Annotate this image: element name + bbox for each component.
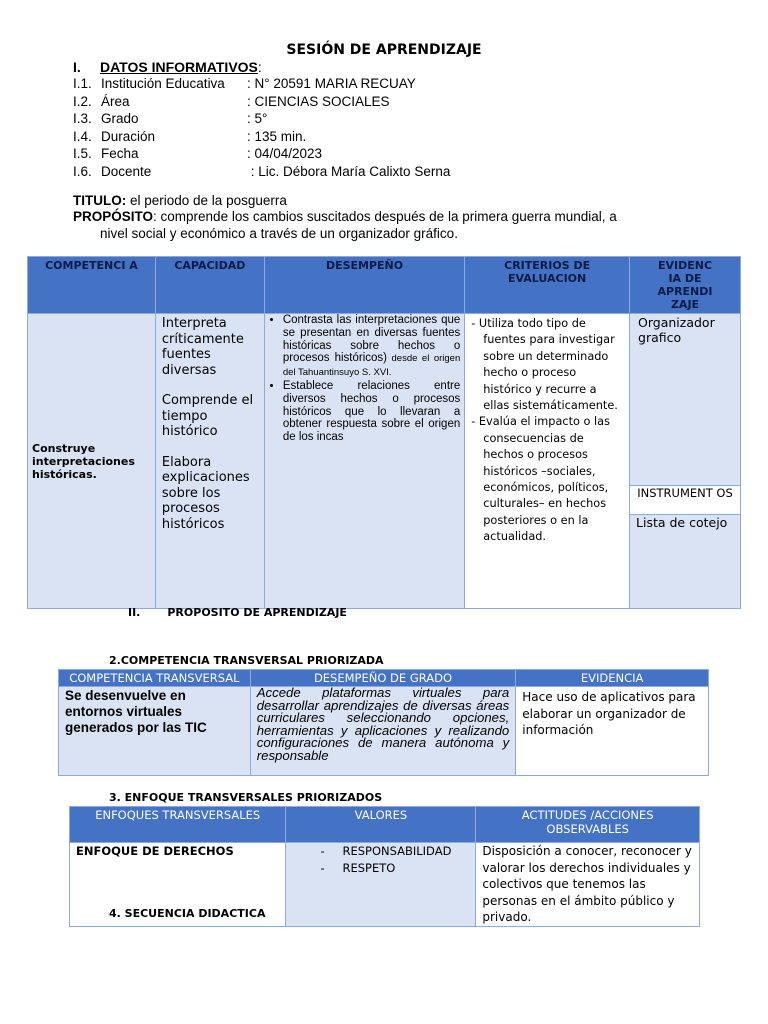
info-num: I.1. [73, 76, 92, 91]
header-actitudes: ACTITUDES /ACCIONES OBSERVABLES [476, 807, 700, 843]
criterio-item: - Evalúa el impacto o las consecuencias de hechos o procesos históricos –sociales, económicos, políticos, culturales– en hechos posteriores o en la actualidad. [483, 414, 625, 545]
page-title: SESIÓN DE APRENDIZAJE [286, 42, 482, 58]
section-1-number: I. [73, 59, 81, 75]
transversal-heading: 2.COMPETENCIA TRANSVERSAL PRIORIZADA [109, 654, 384, 667]
info-key: Área [101, 94, 130, 109]
desempeno-cell [264, 314, 464, 609]
header-competencia-transversal: COMPETENCIA TRANSVERSAL [59, 670, 251, 687]
desempeno-item [283, 314, 460, 380]
capacidad-item: Comprende el tiempo histórico [161, 393, 254, 439]
instrumento-value: Lista de cotejo [636, 515, 728, 530]
instrumentos-label: INSTRUMENT OS [630, 485, 740, 515]
desempeno-text: Contrasta las interpretaciones que se presentan en diversas fuentes históricas sobre hechos o procesos históricos) [282, 314, 461, 365]
proposito-text: : comprende los cambios suscitados después de la primera guerra mundial, a [153, 209, 617, 224]
info-key: Fecha [101, 146, 139, 161]
proposito-line-2: nivel social y económico a través de un organizador gráfico. [100, 226, 458, 241]
table-header-row [28, 257, 741, 314]
proposito-line [73, 209, 617, 224]
info-row [73, 94, 390, 109]
section-2-heading [128, 606, 347, 619]
info-key: Docente [101, 164, 152, 179]
section-1-label: DATOS INFORMATIVOS [100, 59, 258, 75]
info-value: : 5° [247, 111, 268, 126]
info-key: Duración [101, 129, 156, 144]
section-2-number: II. [128, 606, 141, 619]
capacidad-item: Elabora explicaciones sobre los procesos históricos [161, 454, 250, 532]
info-num: I.4. [73, 129, 92, 144]
info-num: I.5. [73, 146, 92, 161]
evidencia-cell: Hace uso de aplicativos para elaborar un organizador de información [516, 687, 709, 776]
titulo-label: TITULO: [73, 193, 127, 208]
info-key: Institución Educativa [101, 76, 225, 91]
secuencia-heading: 4. SECUENCIA DIDACTICA [109, 907, 266, 920]
desempeno-item [283, 380, 460, 444]
section-1-suffix: : [257, 59, 262, 75]
enfoque-cell: ENFOQUE DE DERECHOS [70, 843, 286, 927]
info-num: I.3. [73, 111, 92, 126]
capacidad-cell [155, 314, 264, 609]
info-row [73, 111, 267, 126]
section-2-label: PROPOSITO DE APRENDIZAJE [167, 606, 347, 619]
desempeno-text: Establece relaciones entre diversos hechos o procesos históricos que lo llevaran a obtener respuesta sobre el origen de los incas [282, 379, 461, 444]
header-enfoques: ENFOQUES TRANSVERSALES [70, 807, 286, 843]
header-evidencia: EVIDENCIA [516, 670, 709, 687]
table-header-row [59, 670, 709, 687]
info-value: : 04/04/2023 [247, 146, 323, 161]
enfoques-heading: 3. ENFOQUE TRANSVERSALES PRIORIZADOS [109, 791, 383, 804]
info-key: Grado [101, 111, 139, 126]
table-row [59, 687, 709, 776]
header-desempeno: DESEMPEÑO [264, 257, 464, 314]
info-row [73, 76, 416, 91]
header-evidencia: EVIDENC IA DE APRENDI ZAJE [630, 257, 741, 314]
info-row [73, 146, 322, 161]
info-value: : CIENCIAS SOCIALES [247, 94, 390, 109]
header-valores: VALORES [286, 807, 476, 843]
header-desempeno-grado: DESEMPEÑO DE GRADO [250, 670, 516, 687]
criterio-item: - Utiliza todo tipo de fuentes para investigar sobre un determinado hecho o proceso histórico y recurre a ellas sistemáticamente. [483, 316, 625, 414]
info-num: I.6. [73, 164, 92, 179]
competencias-table [27, 256, 741, 609]
competencia-transversal-cell: Se desenvuelve en entornos virtuales generados por las TIC [59, 687, 251, 776]
titulo-value: el periodo de la posguerra [126, 193, 287, 208]
competencia-cell: Construye interpretaciones históricas. [28, 314, 156, 609]
valor-item: - RESPETO [342, 860, 469, 877]
transversal-table [58, 669, 709, 776]
actitudes-cell: Disposición a conocer, reconocer y valorar los derechos individuales y colectivos que tenemos las personas en el ámbito público y privado. [476, 843, 700, 927]
section-1-heading [73, 59, 262, 75]
table-header-row [70, 807, 700, 843]
evidencia-value: Organizador grafico [638, 315, 715, 345]
info-value: : Lic. Débora María Calixto Serna [247, 164, 451, 179]
valores-cell [286, 843, 476, 927]
desempeno-grado-cell: Accede plataformas virtuales para desarrollar aprendizajes de diversas áreas curriculares seleccionando opciones, herramientas y aplicaciones y realizando configuraciones de manera autónoma y responsable [250, 687, 516, 776]
header-competencia: COMPETENCI A [28, 257, 156, 314]
proposito-label: PROPÓSITO [73, 209, 154, 224]
info-row [73, 164, 450, 179]
valor-item: - RESPONSABILIDAD [342, 843, 469, 860]
criterios-cell [465, 314, 630, 609]
info-row [73, 129, 306, 144]
evidencia-cell [630, 314, 741, 609]
capacidad-item: Interpreta críticamente fuentes diversas [161, 316, 244, 378]
header-criterios: CRITERIOS DE EVALUACION [465, 257, 630, 314]
table-row [28, 314, 741, 609]
info-value: : N° 20591 MARIA RECUAY [247, 76, 416, 91]
info-num: I.2. [73, 94, 92, 109]
desempeno-small: desde el origen del Tahuantinsuyo S. XVI. [282, 353, 461, 379]
info-value: : 135 min. [247, 129, 307, 144]
titulo-line [73, 193, 287, 208]
header-capacidad: CAPACIDAD [155, 257, 264, 314]
